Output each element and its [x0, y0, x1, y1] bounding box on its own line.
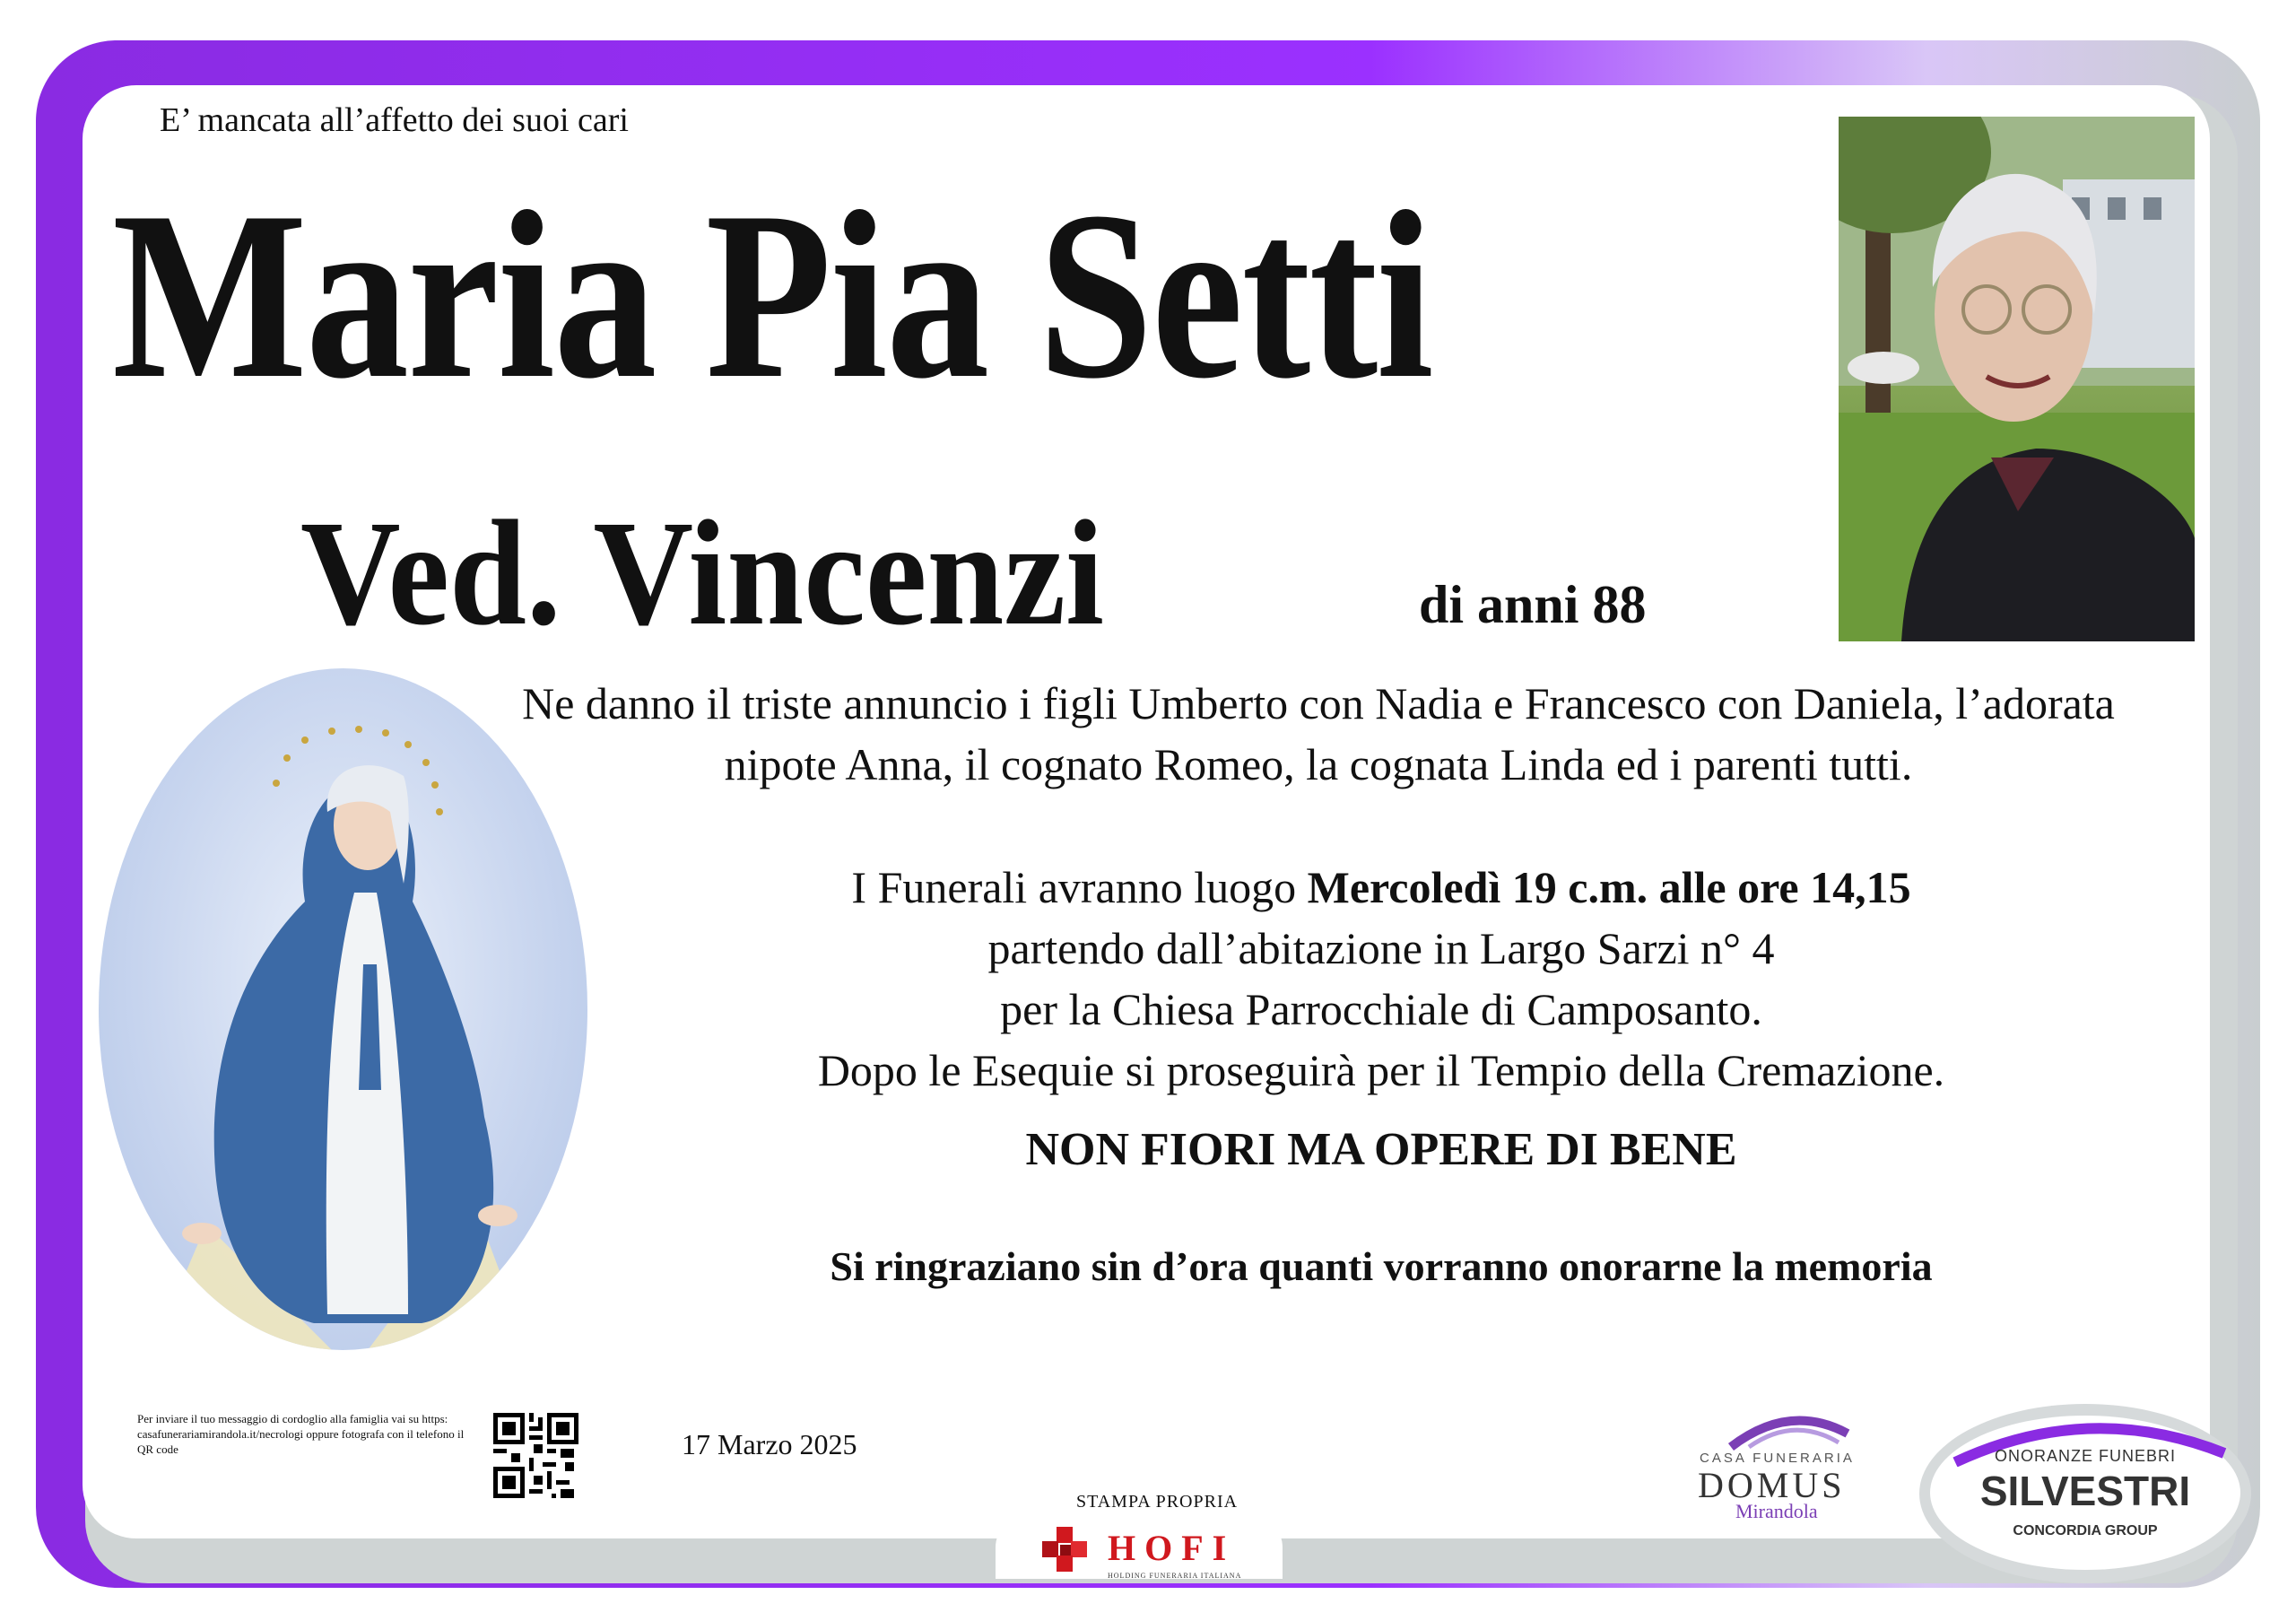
hofi-cube-icon	[1040, 1525, 1091, 1575]
silvestri-subtitle: CONCORDIA GROUP	[2013, 1523, 2158, 1538]
funeral-line-1-text: I Funerali avranno luogo	[851, 862, 1308, 912]
condolence-note: Per inviare il tuo messaggio di cordoglio alla famiglia vai su https: casafunerariamirandola.it/necrologi oppure fotografa con il telefono il QR code	[137, 1412, 465, 1456]
funeral-details	[583, 857, 2179, 1101]
portrait-photo	[1839, 117, 2195, 641]
domus-city: Mirandola	[1735, 1500, 1818, 1522]
printer-label: STAMPA PROPRIA	[1076, 1492, 1239, 1512]
widow-of: Ved. Vincenzi	[300, 490, 1104, 657]
deceased-name: Maria Pia Setti	[112, 161, 1432, 428]
announcement-text: Ne danno il triste annuncio i figli Umberto con Nadia e Francesco con Daniela, l’adorata nipote Anna, il cognato Romeo, la cognata Linda ed i parenti tutti.	[522, 678, 2115, 789]
domus-top-label: CASA FUNERARIA	[1700, 1451, 1855, 1466]
thanks-text: Si ringraziano sin d’ora quanti vorranno onorarne la memoria	[830, 1243, 1933, 1289]
funeral-line-1	[583, 857, 2179, 918]
silvestri-top-label: ONORANZE FUNEBRI	[1994, 1447, 2176, 1465]
qr-code[interactable]	[493, 1413, 578, 1498]
hofi-subtitle: HOLDING FUNERARIA ITALIANA	[1108, 1572, 1242, 1580]
no-flowers-text: NON FIORI MA OPERE DI BENE	[1025, 1124, 1737, 1175]
intro-text: E’ mancata all’affetto dei suoi cari	[160, 101, 629, 139]
domus-name: DOMUS	[1698, 1465, 1846, 1505]
madonna-image	[99, 668, 587, 1350]
funeral-date-time: Mercoledì 19 c.m. alle ore 14,15	[1307, 862, 1911, 912]
silvestri-name: SILVESTRI	[1979, 1468, 2191, 1514]
age-text: di anni 88	[1419, 575, 1647, 634]
notice-date: 17 Marzo 2025	[682, 1428, 857, 1460]
hofi-name: HOFI	[1108, 1528, 1236, 1568]
domus-arc-icon	[1722, 1407, 1857, 1451]
funeral-line-3: per la Chiesa Parrocchiale di Camposanto.	[1000, 984, 1762, 1034]
funeral-line-2: partendo dall’abitazione in Largo Sarzi n° 4	[987, 923, 1775, 973]
funeral-line-4: Dopo le Esequie si proseguirà per il Tempio della Cremazione.	[817, 1045, 1945, 1095]
